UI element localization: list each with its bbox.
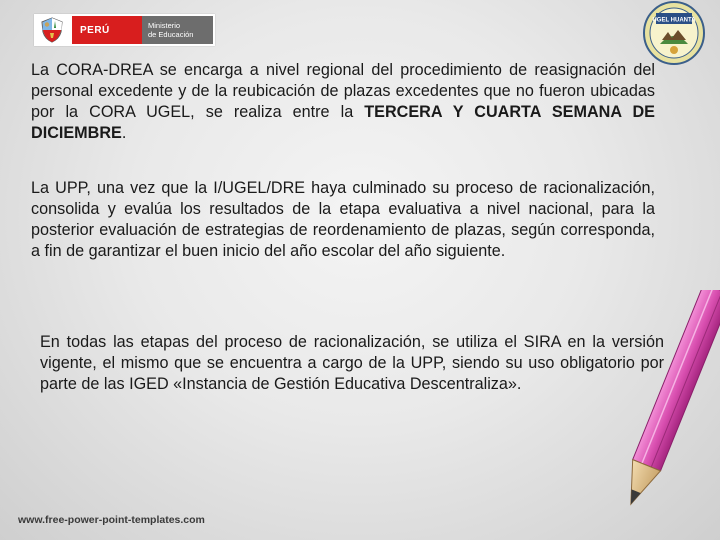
footer-url: www.free-power-point-templates.com	[18, 514, 205, 526]
paragraph1-end: .	[121, 124, 127, 142]
peru-shield-icon	[38, 16, 66, 44]
paragraph-sira: En todas las etapas del proceso de racionalización, se utiliza el SIRA en la versión vigente, el mismo que se encuentra a cargo de la UPP, siendo su uso obligatorio por parte de las IGED «Instancia de Gestión Educativa Descentraliza».	[40, 333, 664, 393]
paragraph1-text: La CORA-DREA se encarga a nivel regional del procedimiento de reasignación del personal excedente y de la reubicación de plazas excedentes que no fueron ubicadas por la CORA UGEL, se realiza entre la	[31, 61, 655, 121]
ministry-label-line1: Ministerio	[148, 21, 181, 30]
seal-text: UGEL HUANTA	[652, 17, 696, 24]
ugel-seal-logo	[642, 0, 706, 66]
ministry-label	[142, 16, 213, 44]
ministry-label-line2: de Educación	[148, 30, 194, 39]
paragraph-upp: La UPP, una vez que la I/UGEL/DRE haya culminado su proceso de racionalización, consolida y evalúa los resultados de la etapa evaluativa a nivel nacional, para la posterior evaluación de estrategias de reordenamiento de plazas, según corresponda, a fin de garantizar el buen inicio del año escolar del año siguiente.	[31, 179, 655, 260]
country-label: PERÚ	[72, 16, 142, 44]
pencil-icon	[610, 290, 720, 530]
paragraph-cora-drea	[31, 60, 655, 144]
paragraph1-highlight: TERCERA Y CUARTA SEMANA DE DICIEMBRE	[31, 103, 655, 142]
ministry-logo	[34, 14, 215, 46]
